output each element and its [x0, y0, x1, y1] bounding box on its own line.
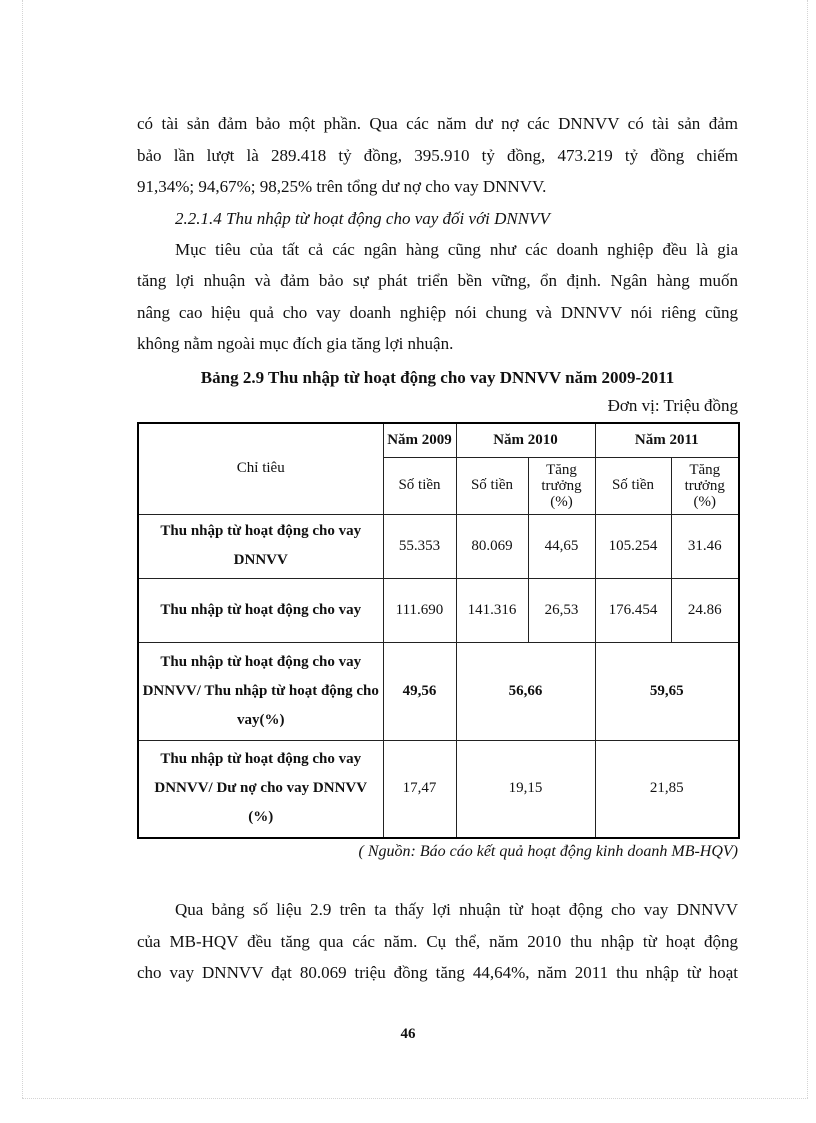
- paragraph-line: Mục tiêu của tất cả các ngân hàng cũng như các doanh nghiệp đều là gia: [175, 239, 738, 259]
- table-header-row: [138, 423, 739, 458]
- table-row: [138, 740, 739, 838]
- section-subheading: 2.2.1.4 Thu nhập từ hoạt động cho vay đối với DNNVV: [175, 208, 550, 228]
- cell-value: 31.46: [671, 514, 739, 578]
- row-label: Thu nhập từ hoạt động cho vay DNNVV/ Thu nhập từ hoạt động cho vay(%): [138, 642, 383, 740]
- page-border-bottom: [22, 1098, 808, 1099]
- cell-value: 19,15: [456, 740, 595, 838]
- paragraph-line: 91,34%; 94,67%; 98,25% trên tổng dư nợ cho vay DNNVV.: [137, 177, 547, 196]
- cell-value: 17,47: [383, 740, 456, 838]
- cell-value: 56,66: [456, 642, 595, 740]
- table-unit: Đơn vị: Triệu đồng: [607, 395, 738, 415]
- table-row: [138, 642, 739, 740]
- cell-value: 111.690: [383, 578, 456, 642]
- header-so-tien: Số tiền: [383, 457, 456, 514]
- cell-value: 80.069: [456, 514, 528, 578]
- cell-value: 26,53: [528, 578, 595, 642]
- header-so-tien: Số tiền: [456, 457, 528, 514]
- header-year-2009: Năm 2009: [383, 423, 456, 458]
- cell-value: 24.86: [671, 578, 739, 642]
- cell-value: 44,65: [528, 514, 595, 578]
- cell-value: 141.316: [456, 578, 528, 642]
- header-year-2011: Năm 2011: [595, 423, 739, 458]
- cell-value: 49,56: [383, 642, 456, 740]
- cell-value: 105.254: [595, 514, 671, 578]
- row-label: Thu nhập từ hoạt động cho vay DNNVV: [138, 514, 383, 578]
- paragraph-line: Qua bảng số liệu 2.9 trên ta thấy lợi nhuận từ hoạt động cho vay DNNVV: [175, 900, 738, 919]
- table-row: [138, 514, 739, 578]
- cell-value: 176.454: [595, 578, 671, 642]
- paragraph-line: tăng lợi nhuận và đảm bảo sự phát triển bền vững, ổn định. Ngân hàng muốn: [137, 271, 738, 290]
- table-source: ( Nguồn: Báo cáo kết quả hoạt động kinh doanh MB-HQV): [358, 843, 738, 860]
- header-tang-truong: Tăng trưởng (%): [671, 457, 739, 514]
- page-border-right: [807, 0, 808, 1098]
- page-border-left: [22, 0, 23, 1098]
- page-content: [137, 108, 738, 989]
- header-so-tien: Số tiền: [595, 457, 671, 514]
- paragraph-line: không nằm ngoài mục đích gia tăng lợi nhuận.: [137, 334, 454, 353]
- header-tang-truong: Tăng trưởng (%): [528, 457, 595, 514]
- paragraph-line: nâng cao hiệu quả cho vay doanh nghiệp nói chung và DNNVV nói riêng cũng: [137, 302, 738, 322]
- table-caption: Bảng 2.9 Thu nhập từ hoạt động cho vay DNNVV năm 2009-2011: [200, 367, 675, 387]
- paragraph-line: của MB-HQV đều tăng qua các năm. Cụ thể, năm 2010 thu nhập từ hoạt động: [137, 931, 738, 951]
- cell-value: 21,85: [595, 740, 739, 838]
- row-label: Thu nhập từ hoạt động cho vay DNNVV/ Dư nợ cho vay DNNVV (%): [138, 740, 383, 838]
- table-row: [138, 578, 739, 642]
- cell-value: 55.353: [383, 514, 456, 578]
- row-label: Thu nhập từ hoạt động cho vay: [138, 578, 383, 642]
- income-table: [137, 422, 740, 840]
- paragraph-line: cho vay DNNVV đạt 80.069 triệu đồng tăng 44,64%, năm 2011 thu nhập từ hoạt: [137, 963, 738, 982]
- header-chi-tieu: Chỉ tiêu: [138, 423, 383, 515]
- paragraph-line: có tài sản đảm bảo một phần. Qua các năm dư nợ các DNNVV có tài sản đảm: [137, 114, 738, 133]
- cell-value: 59,65: [595, 642, 739, 740]
- paragraph-line: bảo lần lượt là 289.418 tỷ đồng, 395.910 tỷ đồng, 473.219 tỷ đồng chiếm: [137, 145, 738, 165]
- header-year-2010: Năm 2010: [456, 423, 595, 458]
- page-number: 46: [400, 1026, 416, 1042]
